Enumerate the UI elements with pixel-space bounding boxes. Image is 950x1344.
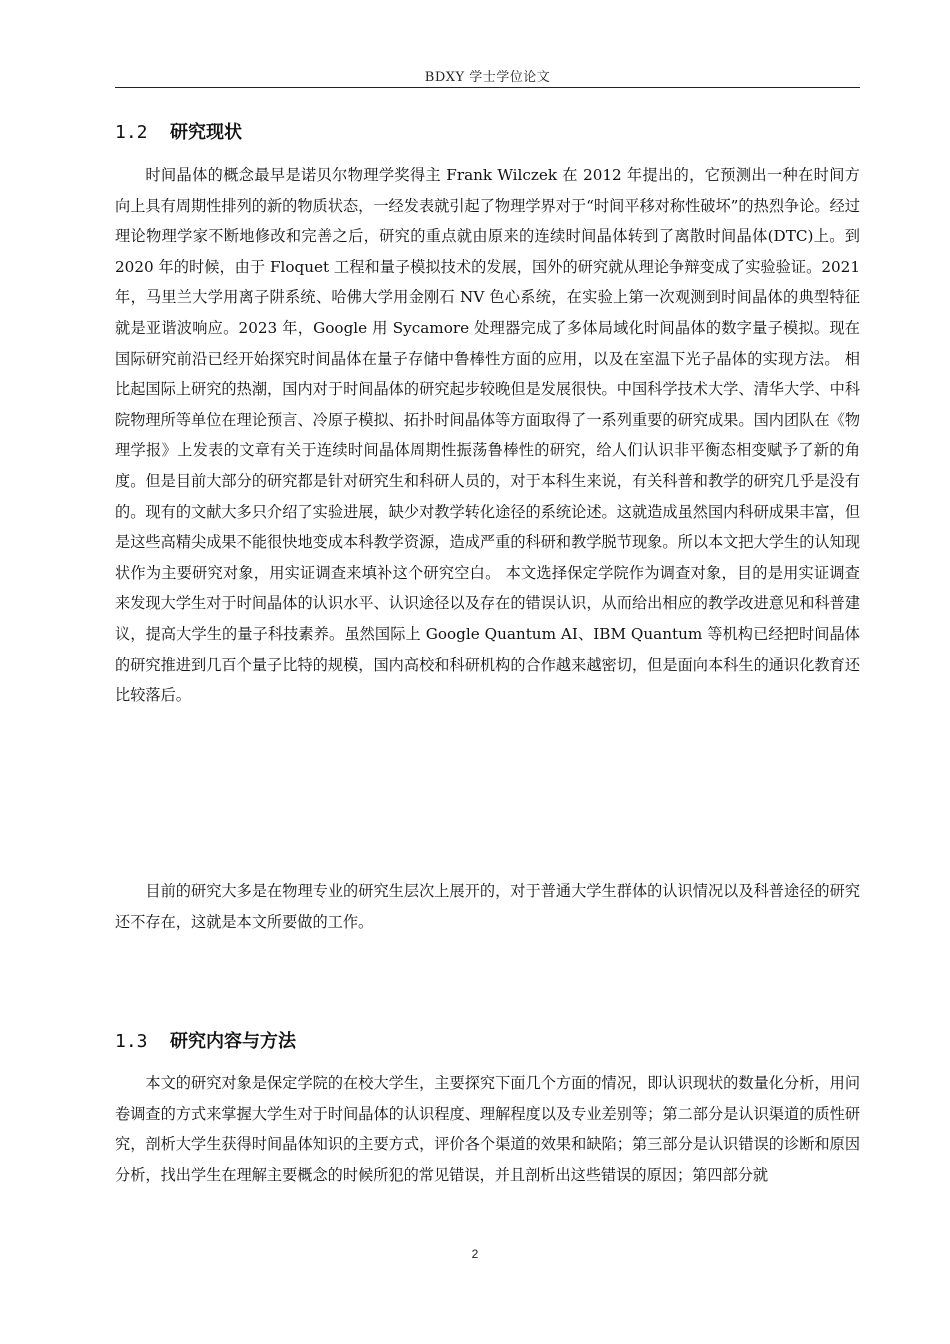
section-title: 研究现状 — [170, 122, 242, 143]
body-paragraph: 时间晶体的概念最早是诺贝尔物理学奖得主 Frank Wilczek 在 2012 年提出的，它预测出一种在时间方向上具有周期性排列的新的物质状态，一经发表就引起了物理学界对于“时间平移对称性破坏”的热烈争论。经过理论物理学家不断地修改和完善之后，研究的重点就由原来的连续时间晶体转到了离散时间晶体(DTC)上。到 2020 年的时候，由于 Floquet 工程和量子模拟技术的发展，国外的研究就从理论争辩变成了实验验证。2021 年，马里兰大学用离子阱系统、哈佛大学用金刚石 NV 色心系统，在实验上第一次观测到时间晶体的典型特征就是亚谐波响应。2023 年，Google 用 Sycamore 处理器完成了多体局域化时间晶体的数字量子模拟。现在国际研究前沿已经开始探究时间晶体在量子存储中鲁棒性方面的应用，以及在室温下光子晶体的实现方法。 相比起国际上研究的热潮，国内对于时间晶体的研究起步较晚但是发展很快。中国科学技术大学、清华大学、中科院物理所等单位在理论预言、冷原子模拟、拓扑时间晶体等方面取得了一系列重要的研究成果。国内团队在《物理学报》上发表的文章有关于连续时间晶体周期性振荡鲁棒性的研究，给人们认识非平衡态相变赋予了新的角度。但是目前大部分的研究都是针对研究生和科研人员的，对于本科生来说，有关科普和教学的研究几乎是没有的。现有的文献大多只介绍了实验进展，缺少对教学转化途径的系统论述。这就造成虽然国内科研成果丰富，但是这些高精尖成果不能很快地变成本科教学资源，造成严重的科研和教学脱节现象。所以本文把大学生的认知现状作为主要研究对象，用实证调查来填补这个研究空白。 本文选择保定学院作为调查对象，目的是用实证调查来发现大学生对于时间晶体的认识水平、认识途径以及存在的错误认识，从而给出相应的教学改进意见和科普建议，提高大学生的量子科技素养。虽然国际上 Google Quantum AI、IBM Quantum 等机构已经把时间晶体的研究推进到几百个量子比特的规模，国内高校和科研机构的合作越来越密切，但是面向本科生的通识化教育还比较落后。 — [115, 166, 860, 705]
body-paragraph: 本文的研究对象是保定学院的在校大学生，主要探究下面几个方面的情况，即认识现状的数量化分析，用问卷调查的方式来掌握大学生对于时间晶体的认识程度、理解程度以及专业差别等；第二部分是认识渠道的质性研究，剖析大学生获得时间晶体知识的主要方式，评价各个渠道的效果和缺陷；第三部分是认识错误的诊断和原因分析，找出学生在理解主要概念的时候所犯的常见错误，并且剖析出这些错误的原因；第四部分就 — [115, 1074, 860, 1184]
section-heading-1-2 — [115, 118, 242, 144]
page-number: 2 — [471, 1247, 479, 1261]
section-heading-1-3 — [115, 1027, 296, 1053]
section-title: 研究内容与方法 — [170, 1031, 296, 1052]
running-header: BDXY 学士学位论文 — [424, 70, 551, 85]
body-paragraph: 目前的研究大多是在物理专业的研究生层次上展开的，对于普通大学生群体的认识情况以及科普途径的研究还不存在，这就是本文所要做的工作。 — [115, 882, 860, 931]
section-number: 1.3 — [115, 1031, 148, 1052]
header-rule — [115, 87, 860, 88]
section-number: 1.2 — [115, 122, 148, 143]
